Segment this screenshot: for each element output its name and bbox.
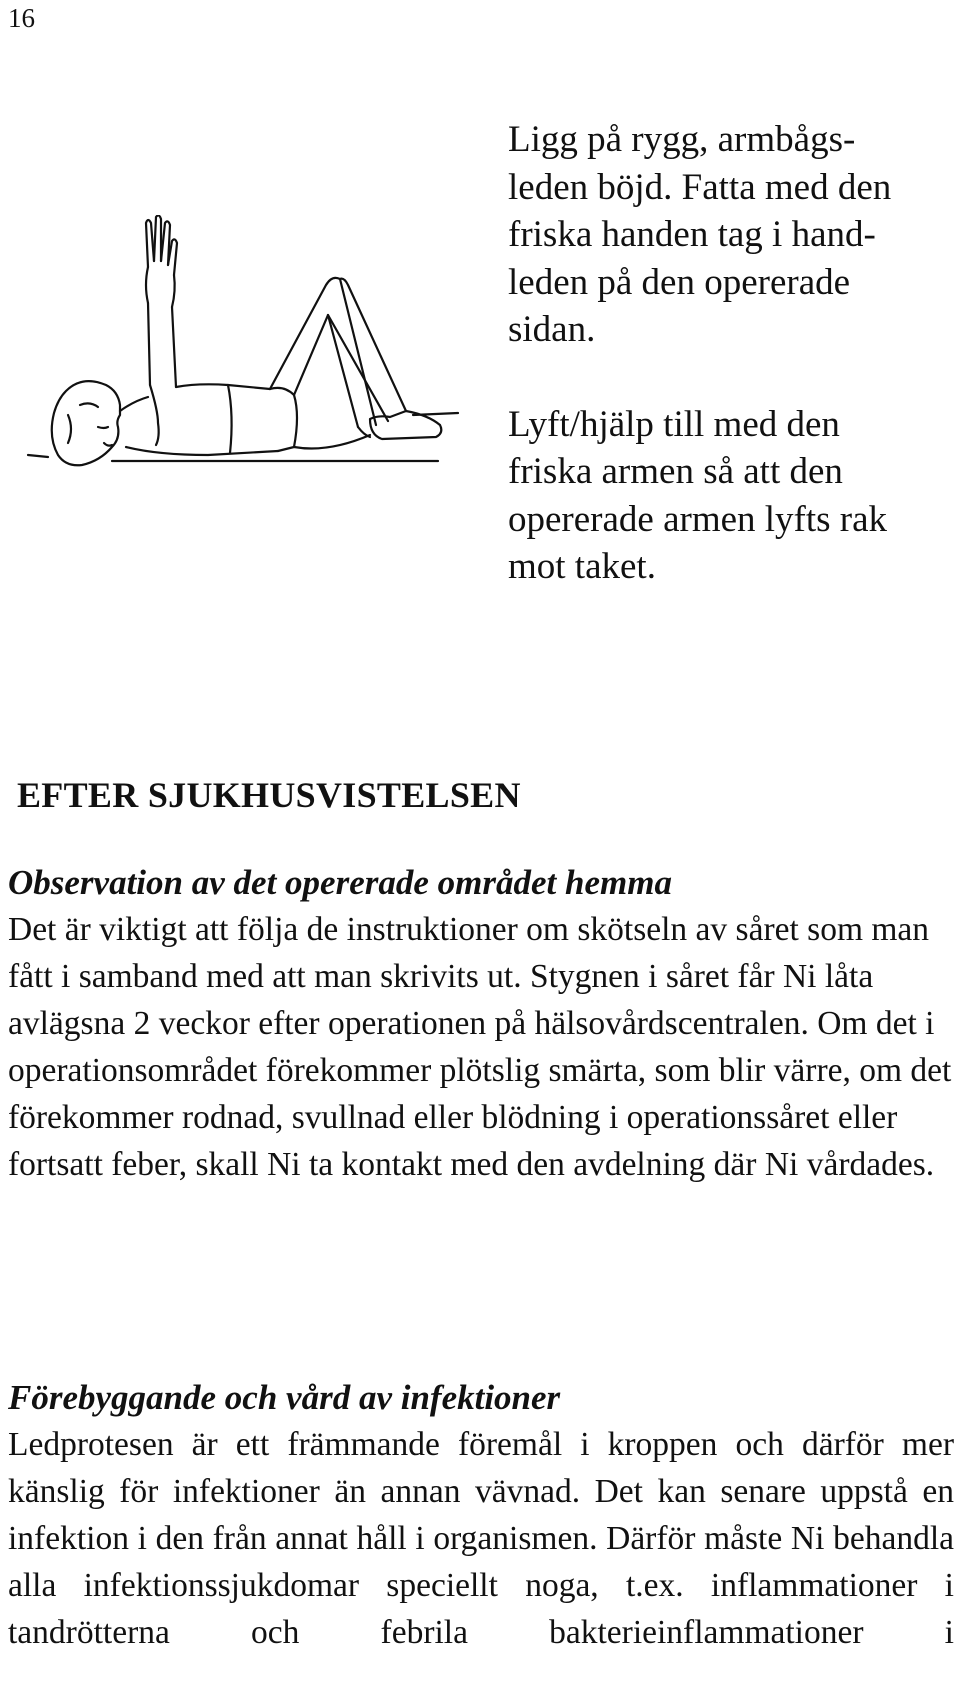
exercise-step-2: [508, 401, 938, 591]
observation-body: Det är viktigt att följa de instruktioner om skötseln av såret som man fått i samband med att man skrivits ut. Stygnen i såret får Ni låta avlägsna 2 veckor efter operationen på hälsovårdscentralen. Om det i operationsområdet förekommer plötslig smärta, som blir värre, om det förekommer rodnad, svullnad eller blödning i operationssåret eller fortsatt feber, skall Ni ta kontakt med den avdelning där Ni vårdades.: [8, 911, 952, 1184]
infection-body: Ledprotesen är ett främmande föremål i kroppen och därför mer känslig för infektioner än annan vävnad. Det kan senare uppstå en infektion i den från annat håll i organismen. Därför måste Ni behandla alla infektionssjukdomar speciellt noga, t.ex. inflammationer i tandrötterna och febrila bakterieinflammationer i: [8, 1426, 954, 1652]
page-number: 16: [8, 3, 35, 33]
observation-section: [8, 859, 954, 1189]
person-lying-arm-raised-illustration: [8, 215, 478, 505]
instruction-line: Ligg på rygg, armbågs-: [508, 119, 856, 160]
section-heading: EFTER SJUKHUSVISTELSEN: [17, 775, 521, 815]
instruction-line: opererade armen lyfts rak: [508, 498, 888, 540]
instruction-line: Lyft/hjälp till med den: [508, 403, 840, 445]
observation-title: Observation av det opererade området hemma: [8, 863, 672, 902]
instruction-line: friska armen så att den: [508, 451, 843, 492]
exercise-instructions: [508, 116, 938, 591]
instruction-line: friska handen tag i hand-: [508, 214, 876, 255]
exercise-step-1: [508, 116, 938, 354]
instruction-line: leden på den opererade: [508, 261, 851, 303]
instruction-line: leden böjd. Fatta med den: [508, 166, 892, 208]
instruction-line: mot taket.: [508, 546, 656, 587]
infection-section: [8, 1374, 954, 1656]
infection-title: Förebyggande och vård av infektioner: [8, 1378, 561, 1417]
instruction-line: sidan.: [508, 309, 596, 350]
